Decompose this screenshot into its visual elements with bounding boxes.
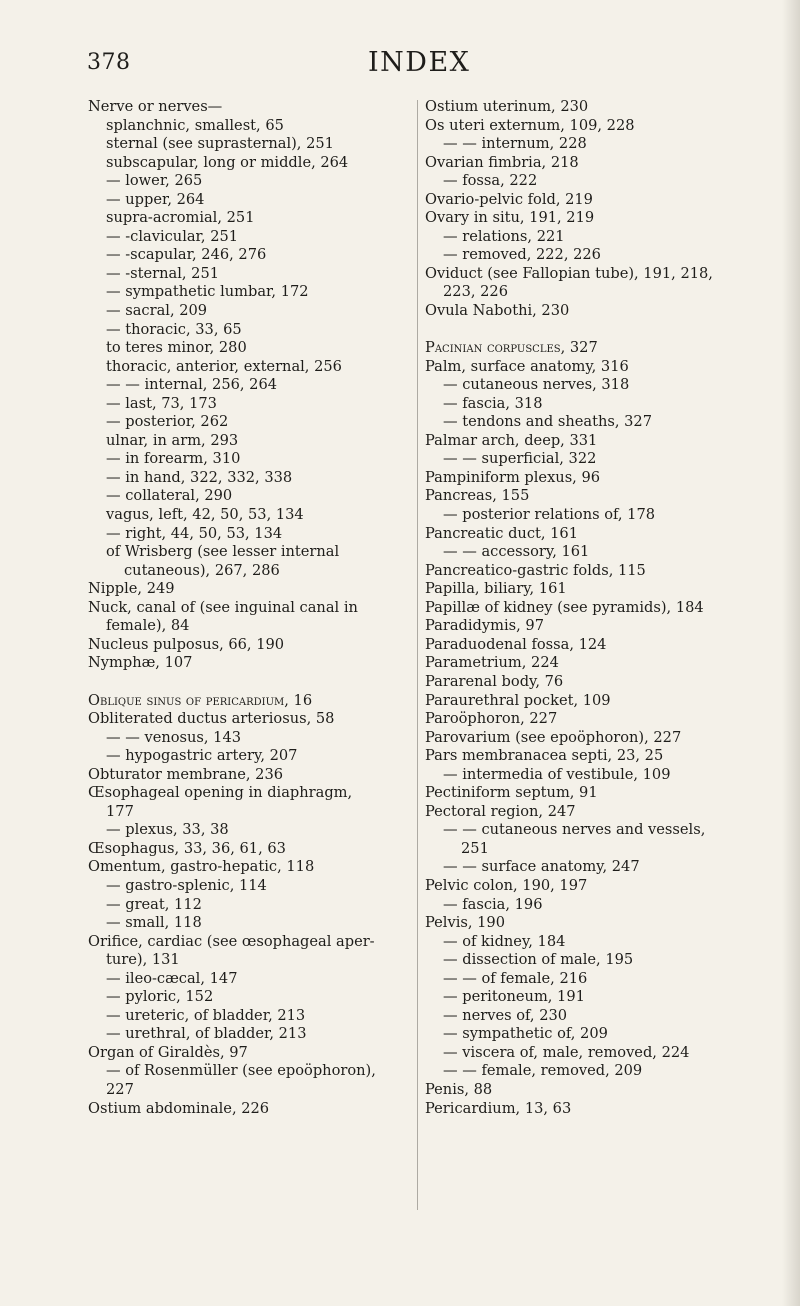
index-entry: Œsophageal opening in diaphragm, xyxy=(88,784,353,802)
section-gap xyxy=(425,321,760,340)
index-entry: Ostium uterinum, 230 xyxy=(425,98,589,115)
index-entry: — of Rosenmüller (see epoöphoron), xyxy=(106,1062,376,1080)
index-entry: — sympathetic lumbar, 172 xyxy=(106,283,309,301)
index-entry: 251 xyxy=(461,839,489,857)
index-entry: — — superficial, 322 xyxy=(443,450,597,468)
index-entry: vagus, left, 42, 50, 53, 134 xyxy=(106,506,304,524)
index-entry: ture), 131 xyxy=(106,951,180,969)
index-entry: Nuck, canal of (see inguinal canal in xyxy=(88,598,358,616)
index-entry: — last, 73, 173 xyxy=(106,394,217,412)
index-entry: — removed, 222, 226 xyxy=(443,246,601,264)
index-entry: — of kidney, 184 xyxy=(443,932,566,950)
index-entry: — — accessory, 161 xyxy=(443,543,590,561)
index-entry: — ureteric, of bladder, 213 xyxy=(106,1006,306,1024)
index-entry: Papillæ of kidney (see pyramids), 184 xyxy=(425,598,704,616)
index-entry: Pararenal body, 76 xyxy=(425,672,564,690)
index-entry: — collateral, 290 xyxy=(106,487,233,505)
index-entry: — — cutaneous nerves and vessels, xyxy=(443,821,706,839)
index-entry: ulnar, in arm, 293 xyxy=(106,431,239,449)
index-entry: 223, 226 xyxy=(443,283,508,301)
index-entry: — fascia, 318 xyxy=(443,394,543,412)
index-entry: Os uteri externum, 109, 228 xyxy=(425,116,635,134)
index-entry: — — internum, 228 xyxy=(443,135,587,153)
index-entry: subscapular, long or middle, 264 xyxy=(106,153,349,171)
index-entry: Pancreatico-gastric folds, 115 xyxy=(425,561,646,579)
index-entry: Pelvis, 190 xyxy=(425,914,506,932)
index-entry: female), 84 xyxy=(106,617,190,635)
index-entry: Pectoral region, 247 xyxy=(425,802,576,820)
index-entry: Nipple, 249 xyxy=(88,580,175,598)
index-entry: Œsophagus, 33, 36, 61, 63 xyxy=(88,839,286,857)
index-entry: Parovarium (see epoöphoron), 227 xyxy=(425,728,682,746)
index-entry: Nucleus pulposus, 66, 190 xyxy=(88,635,285,653)
index-column-left xyxy=(88,98,410,1118)
index-entry: — posterior relations of, 178 xyxy=(443,506,656,524)
index-entry: Oblique sinus of pericardium, 16 xyxy=(88,691,313,709)
index-entry: — -scapular, 246, 276 xyxy=(106,246,267,264)
index-entry: Nerve or nerves— xyxy=(88,98,223,115)
index-entry: — gastro-splenic, 114 xyxy=(106,876,267,894)
index-entry: — in hand, 322, 332, 338 xyxy=(106,468,293,486)
index-entry: Ovarian fimbria, 218 xyxy=(425,153,579,171)
index-entry: — great, 112 xyxy=(106,895,202,913)
index-entry: Oviduct (see Fallopian tube), 191, 218, xyxy=(425,264,713,282)
index-entry: — — surface anatomy, 247 xyxy=(443,858,640,876)
index-entry: Obliterated ductus arteriosus, 58 xyxy=(88,710,335,728)
page-number: 378 xyxy=(87,50,131,75)
index-entry: — upper, 264 xyxy=(106,190,205,208)
index-entry: Obturator membrane, 236 xyxy=(88,765,284,783)
index-entry: Pectiniform septum, 91 xyxy=(425,784,598,802)
index-entry: Pancreas, 155 xyxy=(425,487,530,505)
column-divider xyxy=(417,100,418,1210)
index-entry: Pelvic colon, 190, 197 xyxy=(425,876,588,894)
index-entry: — — of female, 216 xyxy=(443,969,588,987)
index-entry: — — internal, 256, 264 xyxy=(106,376,278,394)
index-entry: — intermedia of vestibule, 109 xyxy=(443,765,671,783)
index-entry: — in forearm, 310 xyxy=(106,450,241,468)
index-entry: thoracic, anterior, external, 256 xyxy=(106,357,342,375)
index-entry: — posterior, 262 xyxy=(106,413,229,431)
index-entry: — pyloric, 152 xyxy=(106,988,214,1006)
index-entry: — fascia, 196 xyxy=(443,895,543,913)
index-entry: — — venosus, 143 xyxy=(106,728,242,746)
index-entry: Pars membranacea septi, 23, 25 xyxy=(425,747,664,765)
page-gutter-shadow xyxy=(782,0,800,1306)
index-column-right xyxy=(425,98,760,1118)
index-entry: splanchnic, smallest, 65 xyxy=(106,116,284,134)
index-entry: — tendons and sheaths, 327 xyxy=(443,413,652,431)
index-entry: 177 xyxy=(106,802,134,820)
index-entry: — hypogastric artery, 207 xyxy=(106,747,298,765)
index-entry: — dissection of male, 195 xyxy=(443,951,634,969)
index-entry: supra-acromial, 251 xyxy=(106,209,255,227)
index-entry: Pancreatic duct, 161 xyxy=(425,524,579,542)
index-entry: — right, 44, 50, 53, 134 xyxy=(106,524,283,542)
index-entry: — cutaneous nerves, 318 xyxy=(443,376,630,394)
index-entry: — lower, 265 xyxy=(106,172,203,190)
index-entry: Organ of Giraldès, 97 xyxy=(88,1043,248,1061)
index-entry: to teres minor, 280 xyxy=(106,339,247,357)
index-entry: — nerves of, 230 xyxy=(443,1006,568,1024)
index-entry: — fossa, 222 xyxy=(443,172,538,190)
index-entry: — ileo-cæcal, 147 xyxy=(106,969,238,987)
index-entry: Paraduodenal fossa, 124 xyxy=(425,635,607,653)
index-entry: — thoracic, 33, 65 xyxy=(106,320,242,338)
index-entry: Paraurethral pocket, 109 xyxy=(425,691,611,709)
index-entry: Parametrium, 224 xyxy=(425,654,559,672)
index-entry: Penis, 88 xyxy=(425,1080,493,1098)
index-entry: — relations, 221 xyxy=(443,227,565,245)
index-entry: — sacral, 209 xyxy=(106,302,208,320)
index-entry: Pericardium, 13, 63 xyxy=(425,1099,572,1117)
index-entry: — sympathetic of, 209 xyxy=(443,1025,608,1043)
index-entry: — -sternal, 251 xyxy=(106,264,220,282)
index-entry: Pacinian corpuscles, 327 xyxy=(425,339,598,357)
index-entry: — plexus, 33, 38 xyxy=(106,821,229,839)
section-gap xyxy=(88,673,410,692)
index-entry: — -clavicular, 251 xyxy=(106,227,239,245)
index-entry: — urethral, of bladder, 213 xyxy=(106,1025,307,1043)
index-entry: — small, 118 xyxy=(106,914,202,932)
index-entry: Papilla, biliary, 161 xyxy=(425,580,567,598)
index-entry: of Wrisberg (see lesser internal xyxy=(106,543,340,561)
index-entry: sternal (see suprasternal), 251 xyxy=(106,135,334,153)
index-entry: — — female, removed, 209 xyxy=(443,1062,643,1080)
index-entry: Ovula Nabothi, 230 xyxy=(425,302,570,320)
index-entry: Palmar arch, deep, 331 xyxy=(425,431,598,449)
index-entry: Orifice, cardiac (see œsophageal aper- xyxy=(88,932,375,950)
index-entry: Pampiniform plexus, 96 xyxy=(425,468,601,486)
index-entry: Ostium abdominale, 226 xyxy=(88,1099,270,1117)
index-entry: Omentum, gastro-hepatic, 118 xyxy=(88,858,315,876)
index-entry: Ovario-pelvic fold, 219 xyxy=(425,190,593,208)
index-entry: Paroöphoron, 227 xyxy=(425,710,558,728)
index-entry: 227 xyxy=(106,1080,134,1098)
index-entry: Nymphæ, 107 xyxy=(88,654,193,672)
index-entry: — peritoneum, 191 xyxy=(443,988,585,1006)
index-entry: — viscera of, male, removed, 224 xyxy=(443,1043,690,1061)
index-entry: Ovary in situ, 191, 219 xyxy=(425,209,595,227)
index-entry: cutaneous), 267, 286 xyxy=(124,561,280,579)
index-entry: Paradidymis, 97 xyxy=(425,617,544,635)
index-entry: Palm, surface anatomy, 316 xyxy=(425,357,629,375)
page-title: INDEX xyxy=(368,47,471,78)
